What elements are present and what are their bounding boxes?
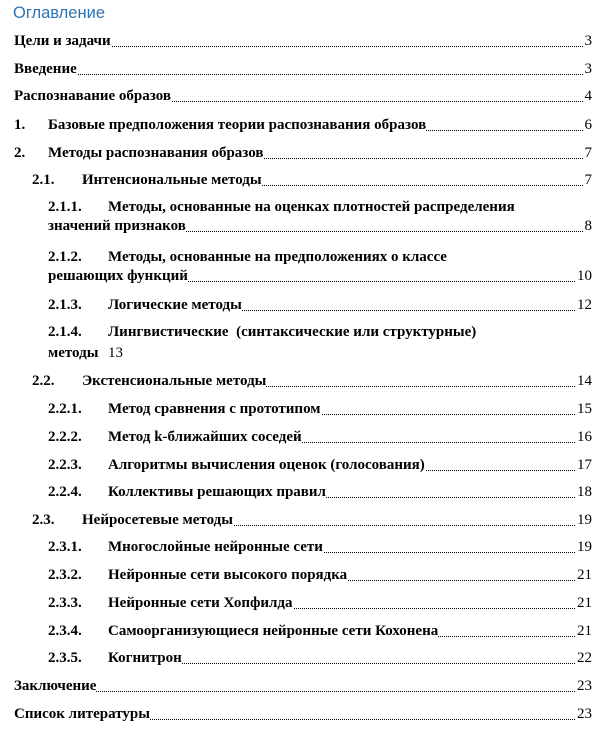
toc-entry-number: 2. [14,145,26,161]
toc-entry-number: 2.3. [32,512,55,528]
toc-entry-text: Список литературы [14,706,150,722]
toc-entry-text: Интенсиональные методы [82,172,262,188]
toc-entry-page: 22 [577,650,592,666]
toc-entry-page: 6 [584,117,592,133]
toc-entry-number: 2.1.4. [48,324,82,340]
toc-entry-text: Многослойные нейронные сети [108,539,323,555]
toc-entry-number: 2.3.4. [48,623,82,639]
toc-entry-text: Нейронные сети высокого порядка [108,567,348,583]
toc-entry-number: 2.2.1. [48,401,82,417]
toc-entry-text: Когнитрон [108,650,182,666]
toc-entry-page: 3 [584,61,592,77]
toc-entry-text: Метод сравнения с прототипом [108,401,321,417]
toc-entry-page: 15 [577,401,592,417]
toc-entry-page: 8 [584,218,592,234]
toc-title: Оглавление [13,4,105,22]
toc-entry-number: 2.3.1. [48,539,82,555]
toc-entry-text-continued: значений признаков [48,218,186,234]
toc-entry-page: 14 [577,373,592,389]
toc-entry-number: 2.1. [32,172,55,188]
toc-entry-text: Алгоритмы вычисления оценок (голосования) [108,457,425,473]
toc-entry-number: 1. [14,117,26,133]
toc-entry-text: Цели и задачи [14,33,111,49]
toc-entry-text: Методы, основанные на предположениях о классе [108,249,447,265]
toc-entry-text: Распознавание образов [14,88,171,104]
toc-entry-number: 2.3.3. [48,595,82,611]
toc-entry-page: 21 [577,567,592,583]
toc-entry-page: 23 [577,706,592,722]
toc-entry-number: 2.1.3. [48,297,82,313]
toc-entry-page: 17 [577,457,592,473]
toc-entry-text-continued: методы [48,345,99,361]
toc-entry-text: Лингвистические (синтаксические или структурные) [108,324,477,340]
toc-entry-page: 23 [577,678,592,694]
toc-entry-page: 19 [577,539,592,555]
toc-entry-page: 3 [584,33,592,49]
toc-entry-page: 13 [108,345,123,361]
toc-entry-page: 7 [584,172,592,188]
toc-entry-page: 16 [577,429,592,445]
toc-entry-number: 2.2.2. [48,429,82,445]
toc-entry-number: 2.2. [32,373,55,389]
toc-entry-number: 2.1.1. [48,199,82,215]
toc-entry-number: 2.3.5. [48,650,82,666]
toc-entry-page: 7 [584,145,592,161]
toc-entry-page: 19 [577,512,592,528]
toc-entry-page: 18 [577,484,592,500]
toc-entry-text-continued: решающих функций [48,268,188,284]
toc-entry-text: Нейросетевые методы [82,512,233,528]
toc-entry-text: Введение [14,61,77,77]
toc-entry-page: 21 [577,595,592,611]
toc-entry-text: Нейронные сети Хопфилда [108,595,293,611]
toc-entry-text: Метод k-ближайших соседей [108,429,302,445]
toc-entry-number: 2.1.2. [48,249,82,265]
toc-entry-page: 4 [584,88,592,104]
toc-entry-page: 10 [577,268,592,284]
toc-entry-number: 2.2.3. [48,457,82,473]
toc-entry-number: 2.2.4. [48,484,82,500]
toc-entry-text: Логические методы [108,297,242,313]
toc-entry-text: Базовые предположения теории распознавания образов [48,117,427,133]
toc-entry-text: Экстенсиональные методы [82,373,267,389]
toc-entry-page: 12 [577,297,592,313]
toc-entry-text: Заключение [14,678,97,694]
toc-entry-text: Методы распознавания образов [48,145,264,161]
toc-entry-page: 21 [577,623,592,639]
toc-entry-text: Коллективы решающих правил [108,484,326,500]
toc-entry-text: Самоорганизующиеся нейронные сети Кохонена [108,623,439,639]
toc-entry-number: 2.3.2. [48,567,82,583]
toc-entry-text: Методы, основанные на оценках плотностей распределения [108,199,515,215]
